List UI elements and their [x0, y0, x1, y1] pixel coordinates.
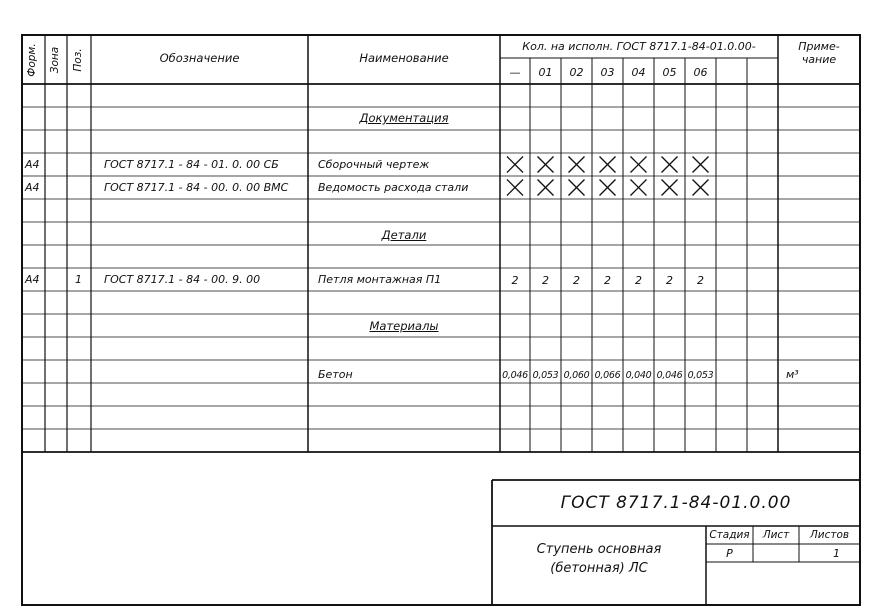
header-designation: Обозначение — [159, 51, 240, 65]
qty-value: 2 — [573, 274, 580, 287]
row-format: A4 — [25, 158, 40, 171]
header-qty-title: Кол. на исполн. ГОСТ 8717.1-84-01.0.00- — [522, 40, 756, 53]
section-documentation: Документация — [359, 111, 449, 125]
variant-header: 03 — [600, 66, 615, 79]
section-materials: Материалы — [369, 319, 439, 333]
qty-value: 0,046 — [656, 370, 683, 381]
qty-value: 2 — [604, 274, 611, 287]
qty-value: 2 — [511, 274, 519, 287]
row-designation: ГОСТ 8717.1 - 84 - 01. 0. 00 СБ — [104, 158, 279, 171]
sheet-label: Лист — [762, 529, 790, 541]
item-name-line2: (бетонная) ЛС — [550, 561, 648, 576]
qty-value: 0,053 — [532, 370, 559, 381]
header-zone: Зона — [49, 46, 61, 74]
header-format: Форм. — [26, 43, 38, 77]
table-row — [0, 153, 877, 176]
row-format: A4 — [25, 181, 40, 194]
row-name: Сборочный чертеж — [318, 158, 430, 171]
table-row — [0, 366, 877, 389]
stage-value: Р — [726, 547, 733, 560]
variant-header: — — [509, 66, 521, 79]
variant-header: 04 — [631, 66, 646, 79]
qty-value: 0,060 — [563, 370, 590, 381]
item-name-line1: Ступень основная — [536, 542, 662, 557]
qty-value: 2 — [697, 274, 704, 287]
row-name: Бетон — [318, 368, 353, 381]
qty-value: 2 — [542, 274, 549, 287]
qty-value: 0,040 — [625, 370, 652, 381]
qty-value: 0,066 — [594, 370, 621, 381]
variant-header: 06 — [693, 66, 708, 79]
row-name: Ведомость расхода стали — [318, 181, 469, 194]
sheets-label: Листов — [809, 529, 850, 541]
qty-value: 2 — [635, 274, 642, 287]
sheets-value: 1 — [833, 547, 840, 560]
table-row — [0, 268, 877, 291]
stage-label: Стадия — [709, 529, 750, 541]
qty-value: 2 — [666, 274, 673, 287]
variant-header: 02 — [569, 66, 584, 79]
row-format: A4 — [25, 273, 40, 286]
section-details: Детали — [381, 228, 427, 242]
variant-header: 05 — [662, 66, 677, 79]
row-designation: ГОСТ 8717.1 - 84 - 00. 0. 00 ВМС — [104, 181, 289, 194]
qty-value: 0,053 — [687, 370, 714, 381]
header-name: Наименование — [359, 51, 449, 65]
table-row — [0, 176, 877, 199]
qty-value: 0,046 — [502, 370, 528, 381]
row-note: м³ — [786, 368, 799, 381]
variant-header: 01 — [538, 66, 553, 79]
header-position: Поз. — [72, 48, 84, 72]
row-designation: ГОСТ 8717.1 - 84 - 00. 9. 00 — [104, 273, 261, 286]
doc-number: ГОСТ 8717.1-84-01.0.00 — [560, 493, 792, 513]
row-name: Петля монтажная П1 — [318, 273, 442, 286]
row-position: 1 — [75, 273, 82, 286]
header-note: Приме- чание — [798, 40, 840, 66]
